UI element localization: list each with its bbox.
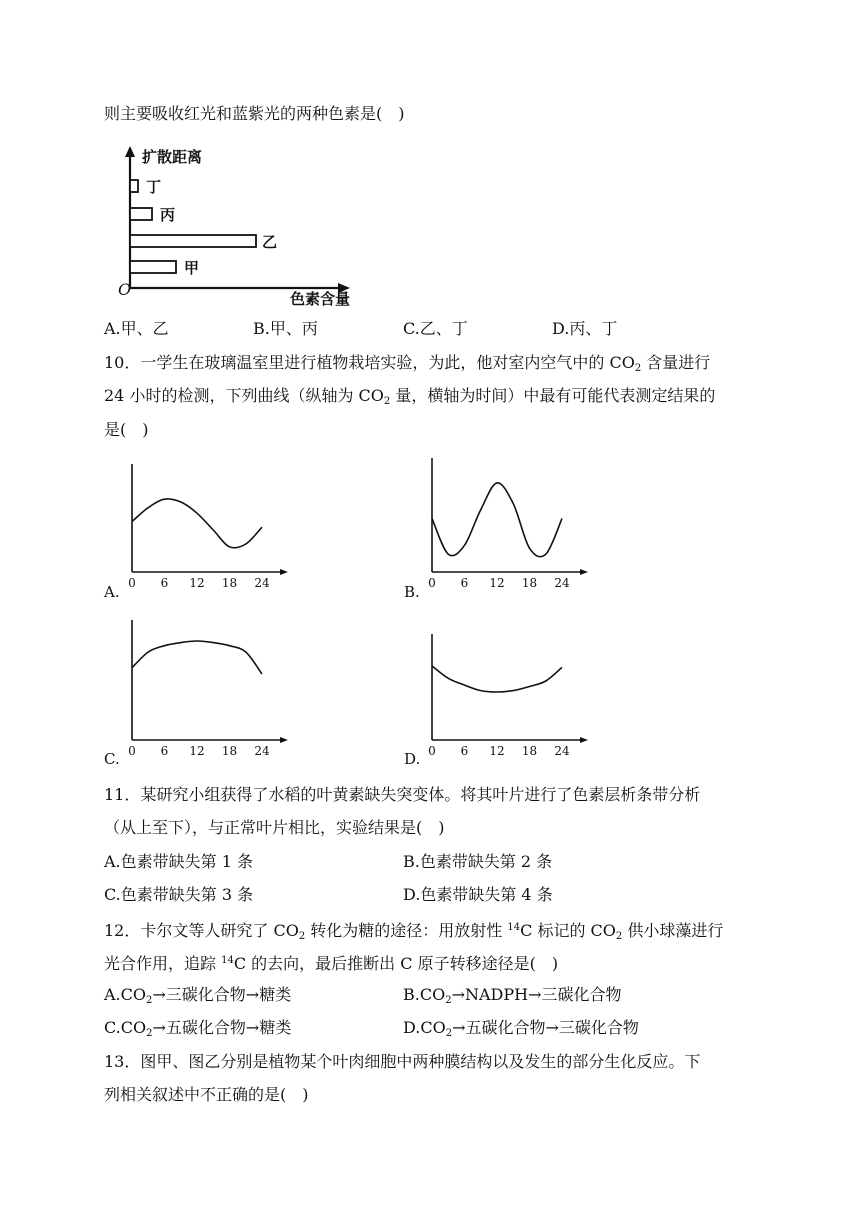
tick-label: 6 xyxy=(460,576,469,590)
co2-curve xyxy=(432,483,562,557)
graph-c-label[interactable]: C. xyxy=(104,750,120,768)
tick-label: 18 xyxy=(221,576,238,590)
tick-label: 6 xyxy=(160,576,169,590)
tick-label: 12 xyxy=(189,576,205,590)
tick-label: 18 xyxy=(221,744,238,758)
q9-stem: 则主要吸收红光和蓝紫光的两种色素是( ) xyxy=(104,104,405,123)
q9-option-d[interactable]: D.丙、丁 xyxy=(552,319,618,338)
q9-option-c[interactable]: C.乙、丁 xyxy=(403,319,468,338)
q12-option-c[interactable]: $C.CO_2\to$五碳化合物→糖类 xyxy=(104,1018,292,1039)
tick-label: 12 xyxy=(489,744,505,758)
y-axis-arrow xyxy=(125,146,135,157)
q10-line-3: 是( ) xyxy=(104,420,149,439)
tick-label: 6 xyxy=(160,744,169,758)
x-axis-arrow xyxy=(580,737,588,743)
q13-line-2: 列相关叙述中不正确的是( ) xyxy=(104,1085,309,1104)
tick-label: 18 xyxy=(521,744,538,758)
y-axis-label: 扩散距离 xyxy=(142,148,203,166)
co2-curve xyxy=(132,499,262,548)
graph-d[interactable] xyxy=(418,628,598,760)
tick-label: 24 xyxy=(254,576,270,590)
tick-label: 6 xyxy=(460,744,469,758)
bar-ding xyxy=(130,180,138,192)
bar-label-jia: 甲 xyxy=(184,259,200,277)
tick-label: 12 xyxy=(189,744,205,758)
bar-label-ding: 丁 xyxy=(146,178,162,196)
x-axis-label: 色素含量 xyxy=(290,290,351,308)
tick-label: 0 xyxy=(128,576,136,590)
graph-b-label[interactable]: B. xyxy=(404,583,420,601)
q10-line-1: 10．一学生在玻璃温室里进行植物栽培实验，为此，他对室内空气中的 $CO_2$ 含量进行 xyxy=(104,353,711,374)
tick-label: 12 xyxy=(489,576,505,590)
q12-option-a[interactable]: $A.CO_2\to$三碳化合物→糖类 xyxy=(104,985,292,1006)
bar-jia xyxy=(130,261,176,273)
graph-c[interactable] xyxy=(118,614,298,760)
q11-option-a[interactable]: A.色素带缺失第 1 条 xyxy=(104,852,253,871)
bar-bing xyxy=(130,208,152,220)
q9-option-b[interactable]: B.甲、丙 xyxy=(253,319,318,338)
q12-option-d[interactable]: $D.CO_2\to$五碳化合物→三碳化合物 xyxy=(403,1018,639,1039)
x-axis-arrow xyxy=(280,569,288,575)
q11-line-2: （从上至下），与正常叶片相比，实验结果是( ) xyxy=(104,818,445,837)
q13-line-1: 13．图甲、图乙分别是植物某个叶肉细胞中两种膜结构以及发生的部分生化反应。下 xyxy=(104,1052,701,1071)
tick-label: 0 xyxy=(428,744,436,758)
graph-d-label[interactable]: D. xyxy=(404,750,421,768)
co2-curve xyxy=(432,666,562,692)
tick-label: 24 xyxy=(254,744,270,758)
pigment-chromatography-figure xyxy=(100,140,380,310)
q12-line-1: 12．卡尔文等人研究了 $CO_2$ 转化为糖的途径：用放射性 $^{14}$C 标记的 $CO_2$ 供小球藻进行 xyxy=(104,921,724,942)
q11-option-b[interactable]: B.色素带缺失第 2 条 xyxy=(403,852,553,871)
graph-b[interactable] xyxy=(418,452,598,592)
q10-line-2: 24 小时的检测，下列曲线（纵轴为 $CO_2$ 量，横轴为时间）中最有可能代表测定结果的 xyxy=(104,386,716,407)
x-axis-arrow xyxy=(580,569,588,575)
graph-a[interactable] xyxy=(118,458,298,592)
origin-label: O xyxy=(118,280,132,299)
graph-a-label[interactable]: A. xyxy=(104,583,120,601)
tick-label: 0 xyxy=(428,576,436,590)
q12-option-b[interactable]: $B.CO_2\to NADPH\to$三碳化合物 xyxy=(403,985,622,1006)
tick-label: 18 xyxy=(521,576,538,590)
q12-line-2: 光合作用，追踪 $^{14}$C 的去向，最后推断出 C 原子转移途径是( ) xyxy=(104,954,559,973)
q9-option-a[interactable]: A.甲、乙 xyxy=(104,319,169,338)
bar-yi xyxy=(130,235,256,247)
tick-label: 0 xyxy=(128,744,136,758)
q11-line-1: 11．某研究小组获得了水稻的叶黄素缺失突变体。将其叶片进行了色素层析条带分析 xyxy=(104,785,701,804)
tick-label: 24 xyxy=(554,744,570,758)
q11-option-c[interactable]: C.色素带缺失第 3 条 xyxy=(104,885,254,904)
q11-option-d[interactable]: D.色素带缺失第 4 条 xyxy=(403,885,553,904)
bar-label-bing: 丙 xyxy=(160,206,176,224)
tick-label: 24 xyxy=(554,576,570,590)
co2-curve xyxy=(132,641,262,674)
x-axis-arrow xyxy=(280,737,288,743)
bar-label-yi: 乙 xyxy=(262,233,278,251)
